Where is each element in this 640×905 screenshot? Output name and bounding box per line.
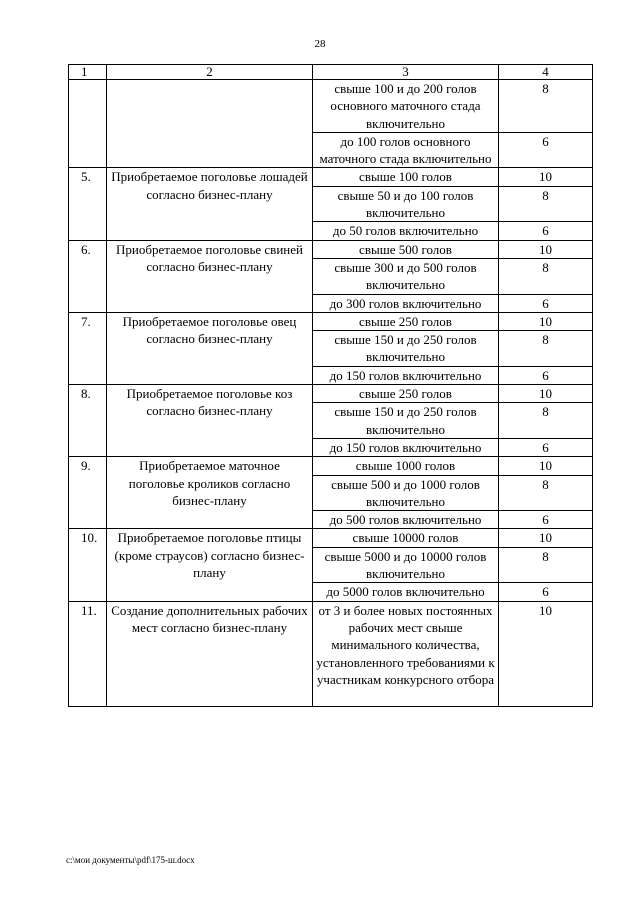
table-row xyxy=(69,457,593,475)
condition-cell: до 5000 голов включительно xyxy=(313,583,499,601)
points-cell: 8 xyxy=(499,258,593,294)
points-cell: 10 xyxy=(499,529,593,547)
item-number-cell xyxy=(69,80,107,168)
points-cell: 10 xyxy=(499,312,593,330)
criterion-cell: Создание дополнительных рабочих мест согласно бизнес-плану xyxy=(107,601,313,706)
points-cell: 8 xyxy=(499,475,593,511)
criterion-cell: Приобретаемое поголовье птицы (кроме страусов) согласно бизнес-плану xyxy=(107,529,313,601)
condition-cell: свыше 5000 и до 10000 голов включительно xyxy=(313,547,499,583)
condition-cell: свыше 500 и до 1000 голов включительно xyxy=(313,475,499,511)
criterion-cell: Приобретаемое маточное поголовье кроликов согласно бизнес-плану xyxy=(107,457,313,529)
points-cell: 10 xyxy=(499,385,593,403)
condition-cell: свыше 500 голов xyxy=(313,240,499,258)
table-row xyxy=(69,385,593,403)
item-number-cell: 10. xyxy=(69,529,107,601)
item-number-cell: 8. xyxy=(69,385,107,457)
condition-cell: до 100 голов основного маточного стада включительно xyxy=(313,132,499,168)
points-cell: 8 xyxy=(499,186,593,222)
criteria-table xyxy=(68,64,593,707)
condition-cell: свыше 100 и до 200 голов основного маточного стада включительно xyxy=(313,80,499,133)
points-cell: 10 xyxy=(499,601,593,706)
condition-cell: свыше 250 голов xyxy=(313,312,499,330)
points-cell: 10 xyxy=(499,240,593,258)
table-row xyxy=(69,168,593,186)
item-number-cell: 11. xyxy=(69,601,107,706)
condition-cell: свыше 250 голов xyxy=(313,385,499,403)
condition-cell: свыше 1000 голов xyxy=(313,457,499,475)
table-header-row xyxy=(69,65,593,80)
table-row xyxy=(69,240,593,258)
item-number-cell: 6. xyxy=(69,240,107,312)
condition-cell: от 3 и более новых постоянных рабочих мест свыше минимального количества, установленного требованиями к участникам конкурсного отбора xyxy=(313,601,499,706)
points-cell: 8 xyxy=(499,547,593,583)
condition-cell: до 150 голов включительно xyxy=(313,366,499,384)
condition-cell: свыше 300 и до 500 голов включительно xyxy=(313,258,499,294)
points-cell: 10 xyxy=(499,168,593,186)
points-cell: 8 xyxy=(499,403,593,439)
file-path-footer: c:\мои документы\pdf\175-ш.docx xyxy=(66,855,195,865)
condition-cell: до 150 голов включительно xyxy=(313,438,499,456)
points-cell: 6 xyxy=(499,511,593,529)
points-cell: 6 xyxy=(499,366,593,384)
condition-cell: до 500 голов включительно xyxy=(313,511,499,529)
condition-cell: свыше 150 и до 250 голов включительно xyxy=(313,331,499,367)
condition-cell: до 50 голов включительно xyxy=(313,222,499,240)
condition-cell: свыше 50 и до 100 голов включительно xyxy=(313,186,499,222)
points-cell: 6 xyxy=(499,222,593,240)
column-header: 4 xyxy=(499,65,593,80)
table-row xyxy=(69,80,593,133)
criterion-cell: Приобретаемое поголовье свиней согласно бизнес-плану xyxy=(107,240,313,312)
points-cell: 10 xyxy=(499,457,593,475)
table-row xyxy=(69,529,593,547)
points-cell: 6 xyxy=(499,132,593,168)
item-number-cell: 9. xyxy=(69,457,107,529)
criterion-cell xyxy=(107,80,313,168)
table-row xyxy=(69,312,593,330)
item-number-cell: 7. xyxy=(69,312,107,384)
points-cell: 6 xyxy=(499,583,593,601)
points-cell: 6 xyxy=(499,438,593,456)
criterion-cell: Приобретаемое поголовье коз согласно бизнес-плану xyxy=(107,385,313,457)
item-number-cell: 5. xyxy=(69,168,107,240)
points-cell: 6 xyxy=(499,294,593,312)
condition-cell: до 300 голов включительно xyxy=(313,294,499,312)
table-row xyxy=(69,601,593,706)
column-header: 3 xyxy=(313,65,499,80)
column-header: 2 xyxy=(107,65,313,80)
condition-cell: свыше 150 и до 250 голов включительно xyxy=(313,403,499,439)
points-cell: 8 xyxy=(499,80,593,133)
criterion-cell: Приобретаемое поголовье овец согласно бизнес-плану xyxy=(107,312,313,384)
page-number: 28 xyxy=(314,38,326,50)
column-header: 1 xyxy=(69,65,107,80)
points-cell: 8 xyxy=(499,331,593,367)
criterion-cell: Приобретаемое поголовье лошадей согласно бизнес-плану xyxy=(107,168,313,240)
condition-cell: свыше 10000 голов xyxy=(313,529,499,547)
condition-cell: свыше 100 голов xyxy=(313,168,499,186)
